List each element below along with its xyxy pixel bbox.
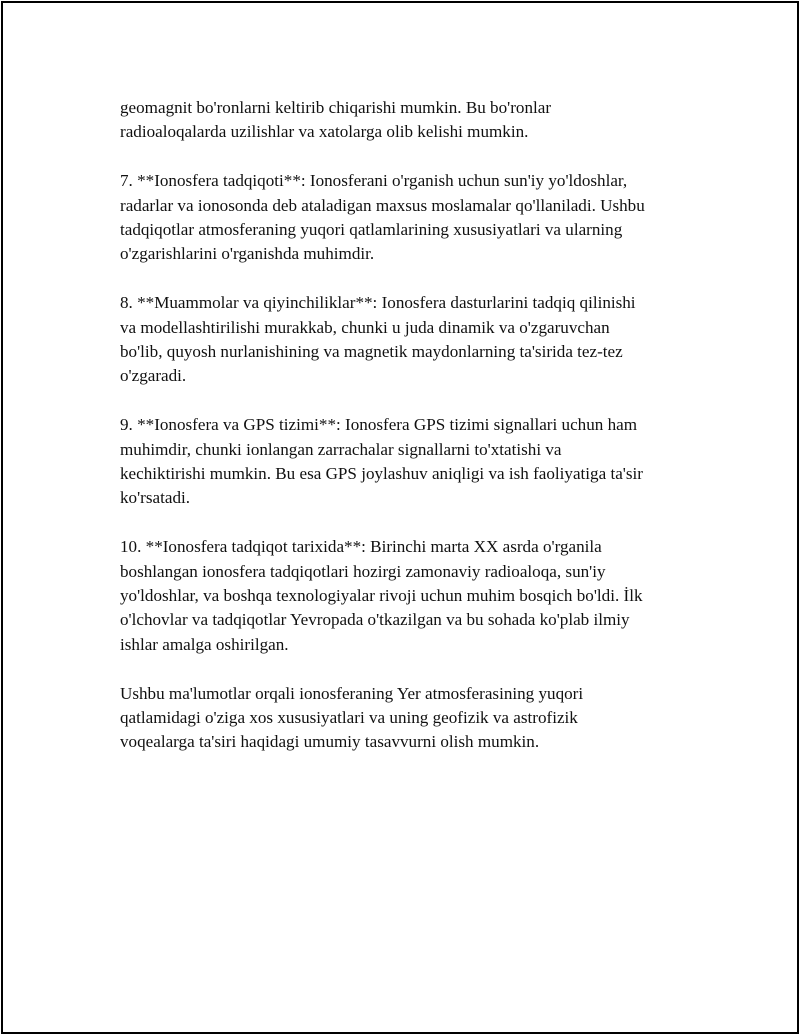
paragraph-ionosphere-research: 7. **Ionosfera tadqiqoti**: Ionosferani o'rganish uchun sun'iy yo'ldoshlar, radarlar va ionosonda deb ataladigan maxsus moslamalar qo'llaniladi. Ushbu tadqiqotlar atmosferaning yuqori qatlamlarining xususiyatlari va ularning o'zgarishlarini o'rganishda muhimdir.: [120, 171, 645, 264]
paragraph-geomagnetic-storms: geomagnit bo'ronlarni keltirib chiqarishi mumkin. Bu bo'ronlar radioaloqalarda uzilishlar va xatolarga olib kelishi mumkin.: [120, 98, 552, 142]
paragraph-problems-challenges: 8. **Muammolar va qiyinchiliklar**: Ionosfera dasturlarini tadqiq qilinishi va modellashtirilishi murakkab, chunki u juda dinamik va o'zgaruvchan bo'lib, quyosh nurlanishining va magnetik maydonlarning ta'sirida tez-tez o'zgaradi.: [120, 293, 636, 386]
document-body: [120, 96, 710, 779]
paragraph-research-history: 10. **Ionosfera tadqiqot tarixida**: Birinchi marta XX asrda o'rganila boshlangan ionosfera tadqiqotlari hozirgi zamonaviy radioaloqa, sun'iy yo'ldoshlar, va boshqa texnologiyalar rivoji uchun muhim bosqich bo'ldi. İlk o'lchovlar va tadqiqotlar Yevropada o'tkazilgan va bu sohada ko'plab ilmiy ishlar amalga oshirilgan.: [120, 537, 643, 654]
paragraph-conclusion: Ushbu ma'lumotlar orqali ionosferaning Yer atmosferasining yuqori qatlamidagi o'ziga xos xususiyatlari va uning geofizik va astrofizik voqealarga ta'siri haqidagi umumiy tasavvurni olish mumkin.: [120, 683, 584, 752]
paragraph-ionosphere-gps: 9. **Ionosfera va GPS tizimi**: Ionosfera GPS tizimi signallari uchun ham muhimdir, chunki ionlangan zarrachalar signallarni to'xtatishi va kechiktirishi mumkin. Bu esa GPS joylashuv aniqligi va ish faoliyatiga ta'sir ko'rsatadi.: [120, 415, 643, 508]
document-page: [1, 1, 799, 1034]
